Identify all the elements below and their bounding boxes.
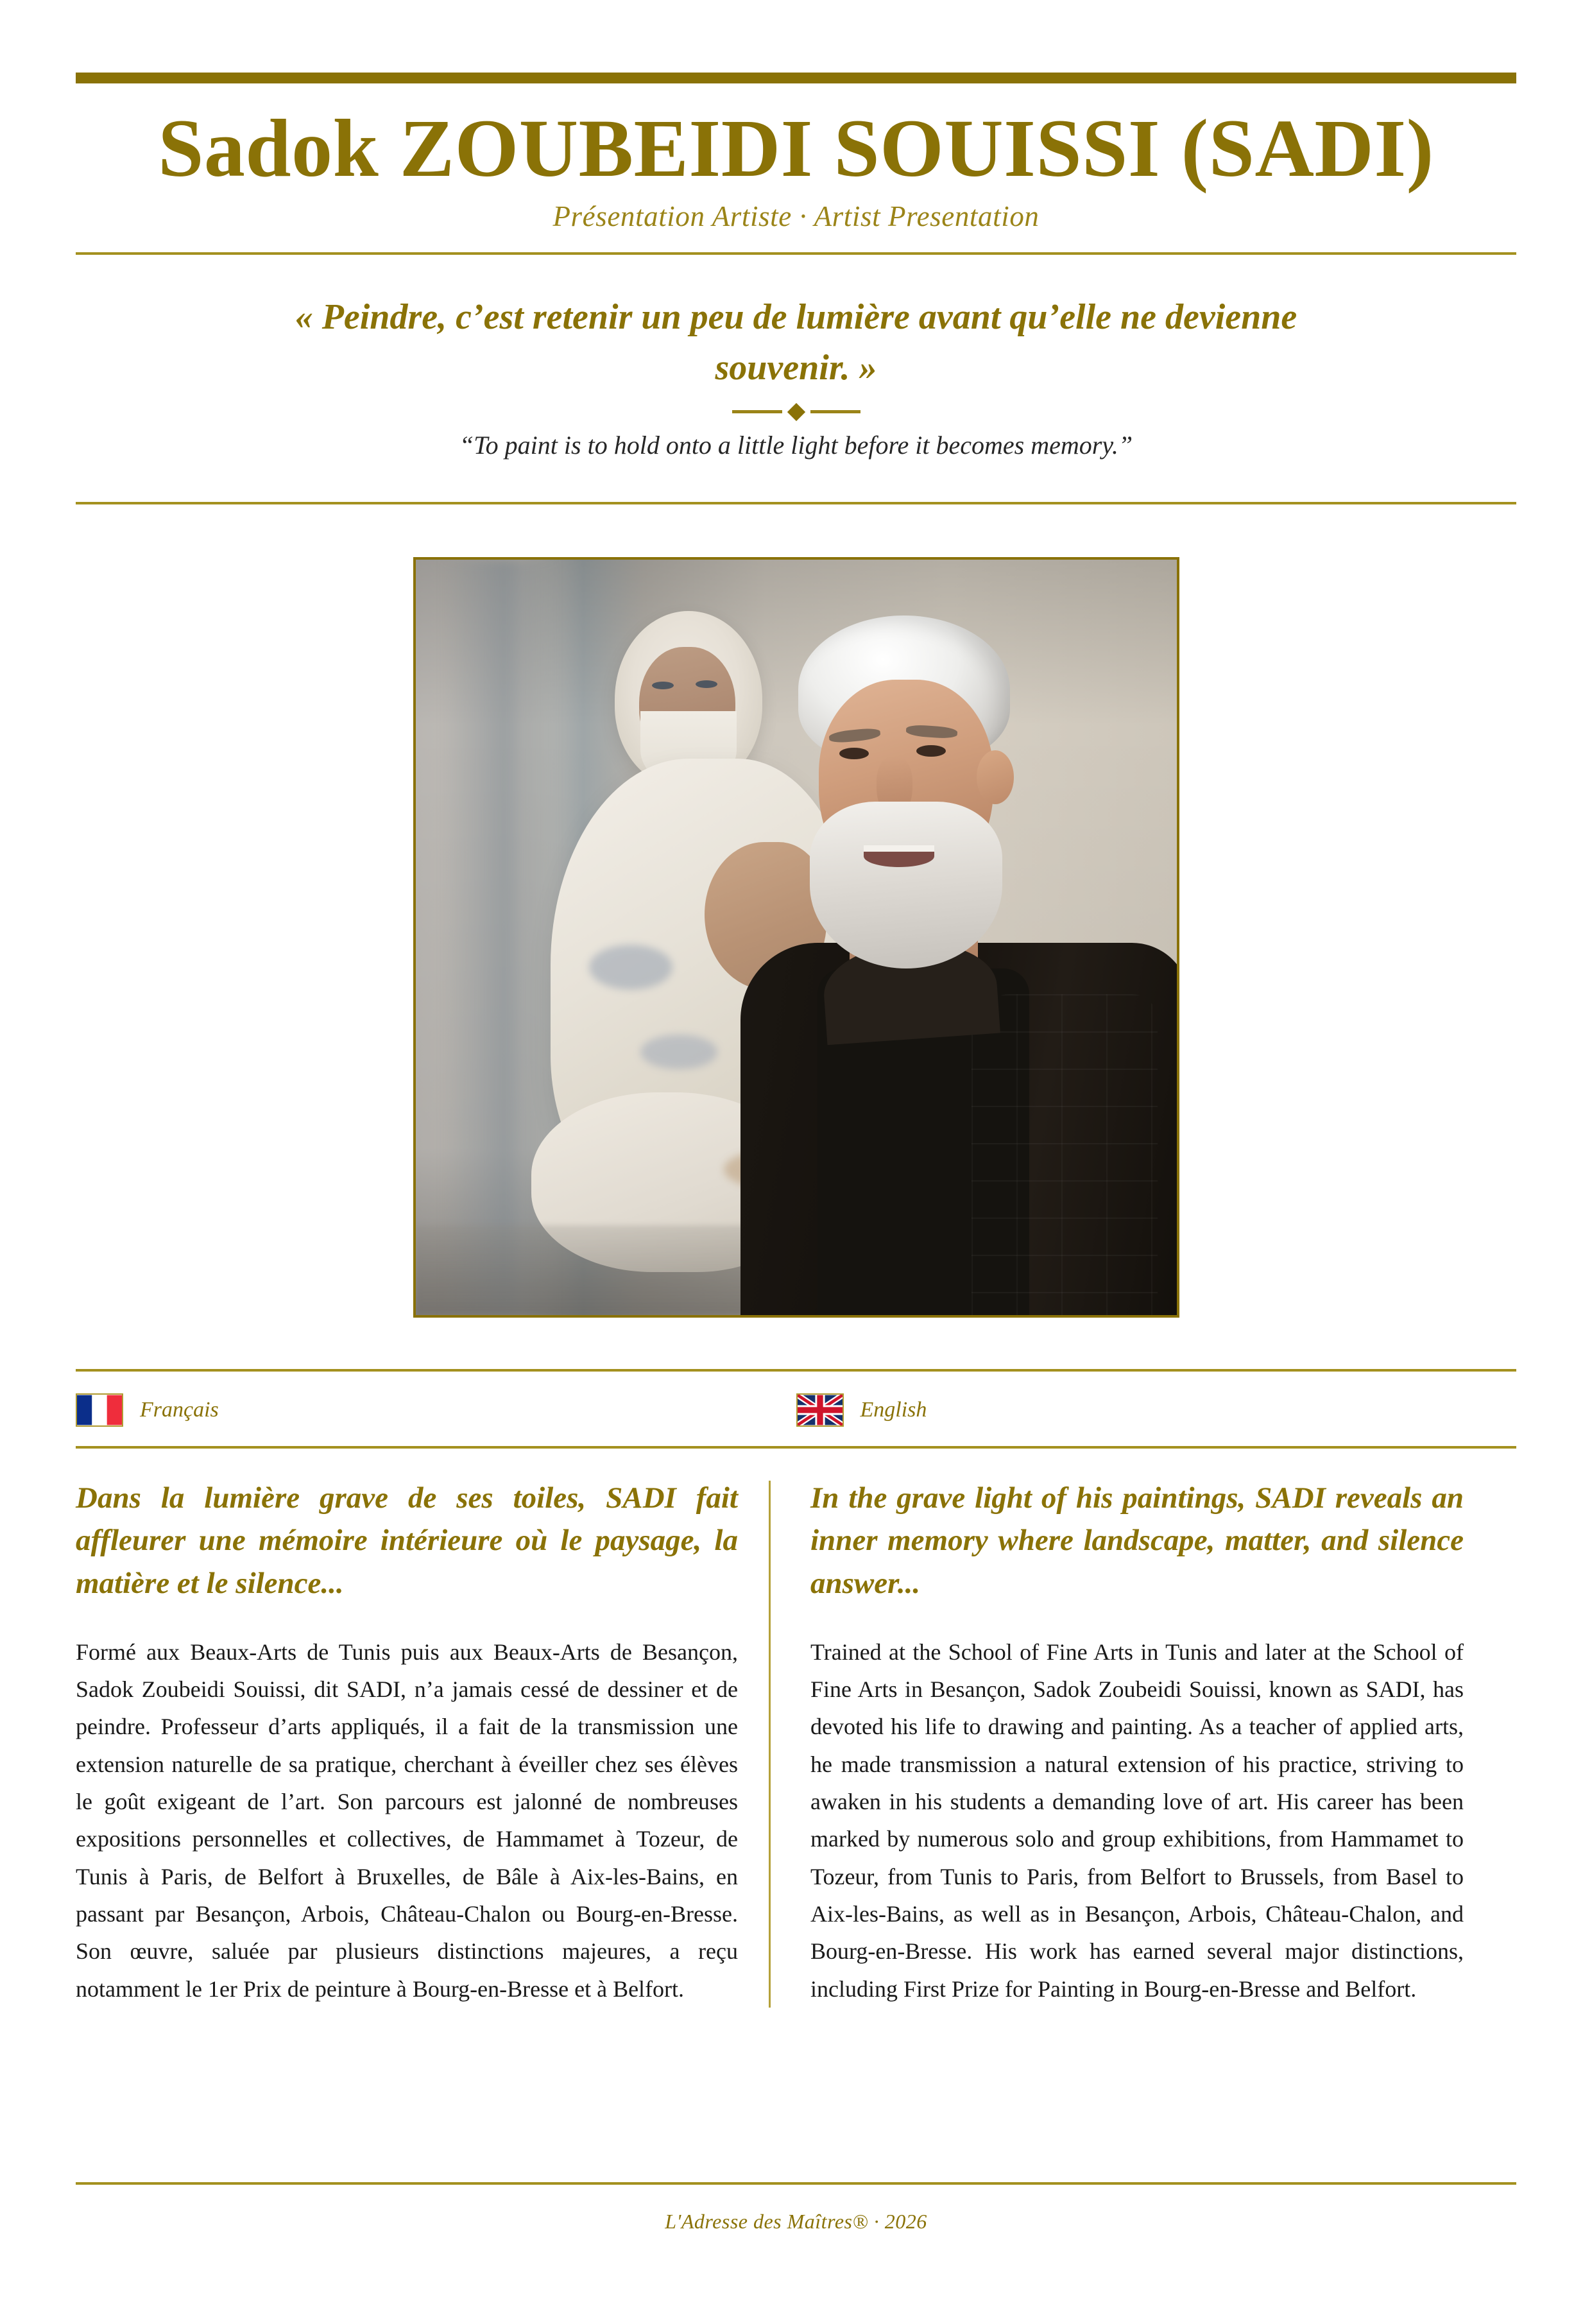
artist-vest-quilting — [971, 994, 1158, 1315]
french-lede: Dans la lumière grave de ses toiles, SADI fait affleurer une mémoire intérieure où le paysage, la matière et le silence... — [76, 1481, 738, 1601]
language-bar — [76, 1372, 1516, 1446]
artist-presentation-page — [0, 73, 1592, 2324]
artist-ear — [977, 750, 1014, 804]
quote-french: « Peindre, c’est retenir un peu de lumière avant qu’elle ne devienne souvenir. » — [295, 297, 1297, 388]
quote-english: “To paint is to hold onto a little light before it becomes memory.” — [459, 430, 1133, 460]
artist-mouth — [864, 845, 934, 867]
bilingual-columns — [76, 1477, 1516, 2008]
artist-eye-right — [916, 745, 946, 757]
header-top-rule — [76, 73, 1516, 83]
column-english — [771, 1477, 1464, 2008]
english-lede: In the grave light of his paintings, SADI reveals an inner memory where landscape, matter, and silence answer... — [810, 1481, 1464, 1601]
language-french-label: Français — [140, 1397, 219, 1422]
diamond-ornament-divider — [268, 406, 1324, 418]
painting-brushstroke-a — [589, 945, 672, 990]
language-english[interactable] — [796, 1393, 1517, 1427]
portrait-section — [76, 557, 1516, 1318]
artist-beard — [810, 802, 1002, 968]
portrait-frame — [413, 557, 1179, 1318]
language-french[interactable] — [76, 1393, 796, 1427]
french-body: Formé aux Beaux-Arts de Tunis puis aux Beaux-Arts de Besançon, Sadok Zoubeidi Souissi, dit SADI, n’a jamais cessé de dessiner et de peindre. Professeur d’arts appliqués, il a fait de la transmission une extension naturelle de sa pratique, cherchant à éveiller chez ses élèves le goût exigeant de l’art. Son parcours est jalonné de nombreuses expositions personnelles et collectives, de Hammamet à Tozeur, de Tunis à Paris, de Belfort à Bruxelles, de Bâle à Aix-les-Bains, en passant par Besançon, Arbois, Château-Chalon ou Bourg-en-Bresse. Son œuvre, saluée par plusieurs distinctions majeures, a reçu notamment le 1er Prix de peinture à Bourg-en-Bresse et à Belfort. — [76, 1639, 738, 2002]
artist-figure — [702, 609, 1179, 1315]
english-body: Trained at the School of Fine Arts in Tunis and later at the School of Fine Arts in Besançon, Sadok Zoubeidi Souissi, known as SADI, has devoted his life to drawing and painting. As a teacher of applied arts, he made transmission a natural extension of his practice, striving to awaken in his students a demanding love of art. His career has been marked by numerous solo and group exhibitions, from Hammamet to Tozeur, from Tunis to Paris, from Belfort to Brussels, from Basel to Aix-les-Bains, as well as in Besançon, Arbois, Château-Chalon, and Bourg-en-Bresse. His work has earned several major distinctions, including First Prize for Painting in Bourg-en-Bresse and Belfort. — [810, 1639, 1464, 2002]
column-french — [76, 1477, 769, 2008]
quote-bottom-rule — [76, 502, 1516, 504]
footer-rule — [76, 2182, 1516, 2185]
flag-united-kingdom-icon — [796, 1393, 844, 1427]
painting-figure-eye-left — [652, 682, 674, 689]
language-bar-bottom-rule — [76, 1446, 1516, 1449]
artist-eye-left — [839, 748, 869, 759]
diamond-icon — [787, 402, 805, 420]
quote-block — [76, 255, 1516, 462]
page-title: Sadok ZOUBEIDI SOUISSI (SADI) — [158, 103, 1434, 194]
ornament-bar-right — [810, 410, 860, 413]
page-subtitle: Présentation Artiste · Artist Presentation — [552, 200, 1040, 232]
flag-france-icon — [76, 1393, 123, 1427]
artist-portrait-photo — [416, 560, 1177, 1315]
ornament-bar-left — [732, 410, 782, 413]
language-english-label: English — [860, 1397, 927, 1422]
footer-credit: L'Adresse des Maîtres® · 2026 — [665, 2210, 927, 2233]
